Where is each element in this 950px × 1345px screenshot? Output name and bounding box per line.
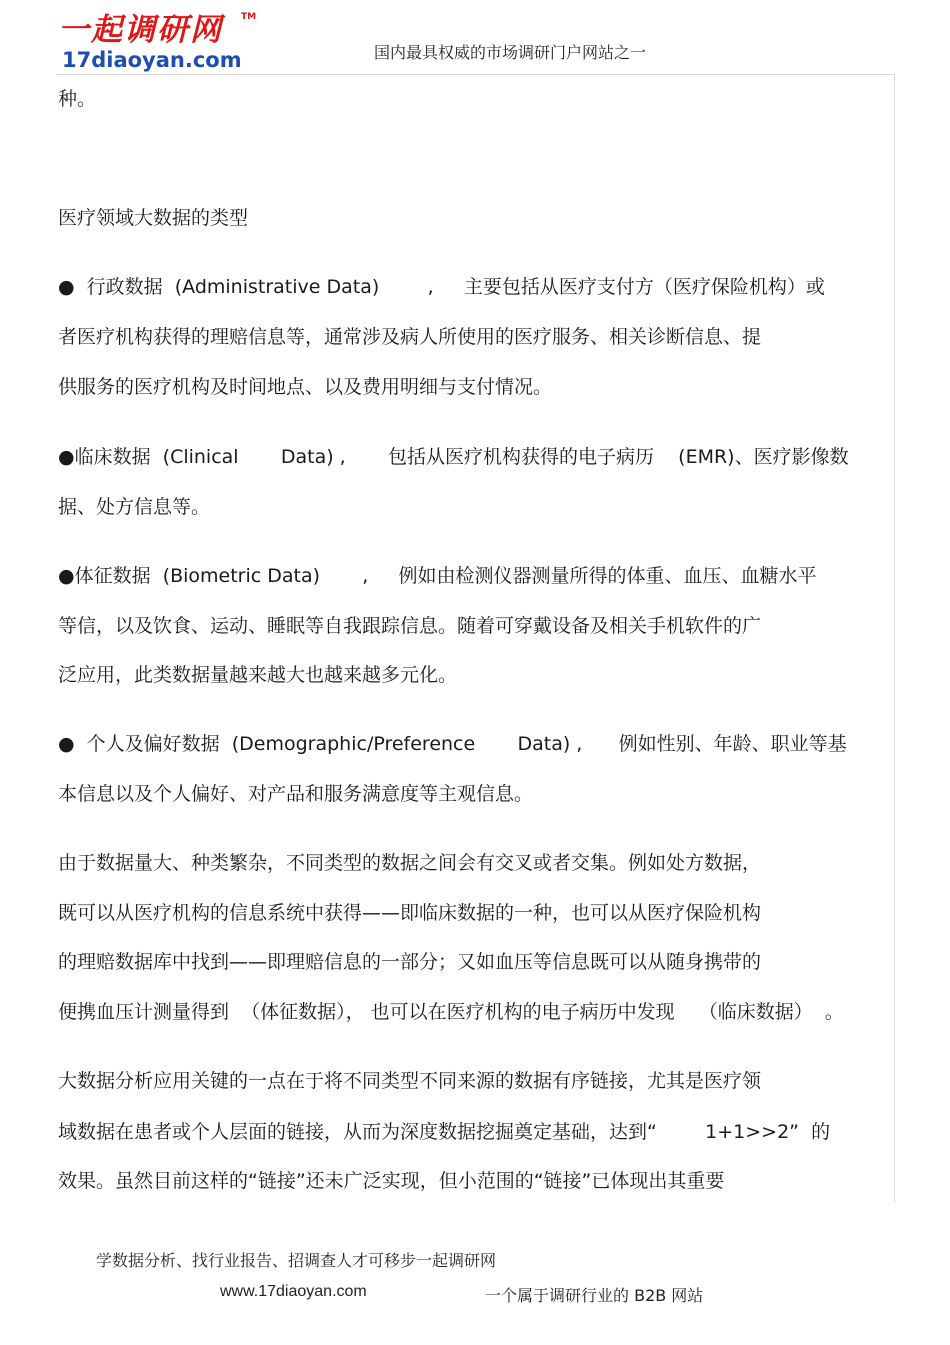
text-line: 种。 <box>58 88 97 110</box>
text-line: 既可以从医疗机构的信息系统中获得——即临床数据的一种，也可以从医疗保险机构 <box>58 902 762 924</box>
text-line: 便携血压计测量得到 （体征数据）， 也可以在医疗机构的电子病历中发现 （临床数据） 。 <box>58 1001 844 1023</box>
footer-url-link[interactable]: www.17diaoyan.com <box>220 1283 367 1300</box>
logo-trademark: TM <box>241 12 257 22</box>
section-heading: 医疗领域大数据的类型 <box>58 207 249 229</box>
text-line: 者医疗机构获得的理赔信息等，通常涉及病人所使用的医疗服务、相关诊断信息、提 <box>58 326 762 348</box>
text-line: 泛应用，此类数据量越来越大也越来越多元化。 <box>58 664 458 686</box>
site-logo[interactable] <box>58 12 258 72</box>
text-line: 由于数据量大、种类繁杂，不同类型的数据之间会有交叉或者交集。例如处方数据， <box>58 852 762 874</box>
text-line: 的理赔数据库中找到——即理赔信息的一部分；又如血压等信息既可以从随身携带的 <box>58 951 762 973</box>
footer-slogan: 一个属于调研行业的 B2B 网站 <box>485 1286 704 1305</box>
text-line: 本信息以及个人偏好、对产品和服务满意度等主观信息。 <box>58 783 534 805</box>
text-line: 大数据分析应用关键的一点在于将不同类型不同来源的数据有序链接，尤其是医疗领 <box>58 1070 762 1092</box>
text-line: ●体征数据 (Biometric Data) , 例如由检测仪器测量所得的体重、血压、血糖水平 <box>58 565 817 587</box>
footer-promo-text: 学数据分析、找行业报告、招调查人才可移步一起调研网 <box>96 1251 497 1270</box>
text-line: ● 个人及偏好数据 (Demographic/Preference Data) , 例如性别、年龄、职业等基 <box>58 733 847 755</box>
text-line: 域数据在患者或个人层面的链接，从而为深度数据挖掘奠定基础，达到“ 1+1>>2” 的 <box>58 1121 831 1143</box>
text-line: 据、处方信息等。 <box>58 496 211 518</box>
text-line: ● 行政数据 (Administrative Data) , 主要包括从医疗支付方（医疗保险机构）或 <box>58 276 825 298</box>
text-line: 等信，以及饮食、运动、睡眠等自我跟踪信息。随着可穿戴设备及相关手机软件的广 <box>58 615 762 637</box>
header-tagline: 国内最具权威的市场调研门户网站之一 <box>374 43 647 62</box>
logo-chinese-text: 一起调研网 <box>58 12 223 48</box>
text-line: 效果。虽然目前这样的“链接”还未广泛实现，但小范围的“链接”已体现出其重要 <box>58 1170 725 1192</box>
text-line: ●临床数据 (Clinical Data) , 包括从医疗机构获得的电子病历 (EMR)、医疗影像数 <box>58 446 849 468</box>
logo-domain-text: 17diaoyan.com <box>62 48 242 72</box>
text-line: 供服务的医疗机构及时间地点、以及费用明细与支付情况。 <box>58 376 553 398</box>
